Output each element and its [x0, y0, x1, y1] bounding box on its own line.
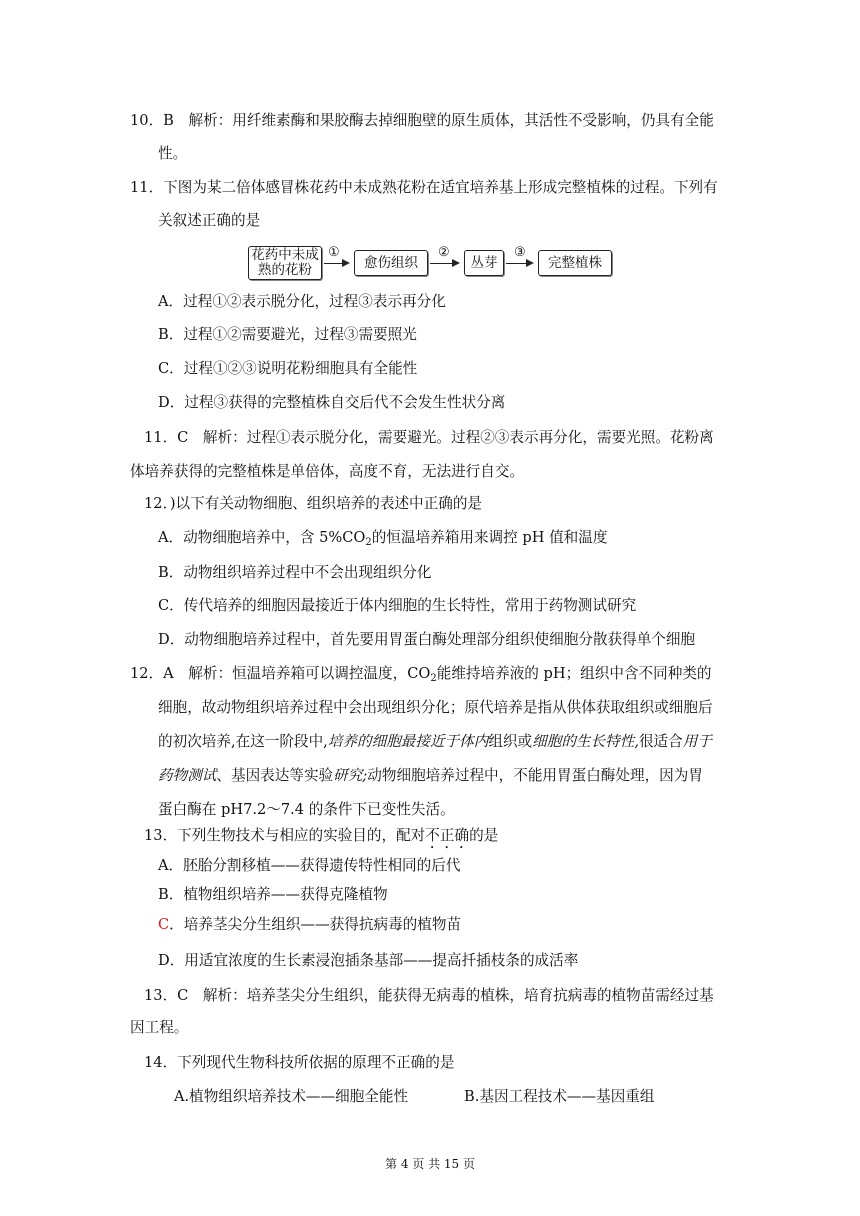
q12-answer-1-post: 能维持培养液的 pH；组织中含不同种类的	[436, 665, 712, 682]
q12-option-d: D．动物细胞培养过程中，首先要用胃蛋白酶处理部分组织使细胞分散获得单个细胞	[158, 631, 696, 648]
flow-box-1-line-2: 熟的花粉	[258, 262, 312, 278]
q11-stem-line-2: 关叙述正确的是	[158, 212, 261, 229]
q13-answer-line-1: 13．C 解析：培养茎尖分生组织，能获得无病毒的植株，培育抗病毒的植物苗需经过基	[144, 987, 714, 1004]
q12-answer-line-2: 细胞，故动物组织培养过程中会出现组织分化；原代培养是指从供体获取组织或细胞后	[158, 699, 713, 716]
q11-option-a: A．过程①②表示脱分化，过程③表示再分化	[158, 293, 446, 310]
q13-option-b: B．植物组织培养——获得克隆植物	[158, 886, 388, 903]
q12-stem: 12．)以下有关动物细胞、组织培养的表述中正确的是	[144, 495, 483, 512]
q12-answer-1-pre: 12．A 解析：恒温培养箱可以调控温度，CO	[130, 665, 431, 682]
q12-answer-line-4	[158, 766, 703, 786]
q13-stem-pre: 13．下列生物技术与相应的实验目的，配对	[144, 827, 426, 844]
q13-option-a: A．胚胎分割移植——获得遗传特性相同的后代	[158, 857, 461, 874]
flow-box-2-label: 愈伤组织	[364, 254, 418, 271]
q13-option-d: D．用适宜浓度的生长素浸泡插条基部——提高扦插枝条的成活率	[158, 952, 579, 969]
q11-option-c: C．过程①②③说明花粉细胞具有全能性	[158, 360, 418, 377]
q11-option-d: D．过程③获得的完整植株自交后代不会发生性状分离	[158, 394, 506, 411]
q10-answer-line-1: 10．B 解析：用纤维素酶和果胶酶去掉细胞壁的原生质体，其活性不受影响，仍具有全能	[130, 112, 714, 129]
q12-option-a	[158, 528, 607, 548]
q12-answer-3-f: 用于	[682, 733, 712, 750]
q12-answer-3-e: 很适合	[638, 733, 683, 750]
flow-box-immature-pollen	[248, 246, 322, 280]
q14-stem: 14．下列现代生物科技所依据的原理不正确的是	[144, 1054, 455, 1071]
q12-option-b: B．动物组织培养过程中不会出现组织分化	[158, 564, 432, 581]
flow-step-1: ①	[328, 245, 340, 260]
q14-option-b: B.基因工程技术——基因重组	[464, 1088, 655, 1105]
q11-answer-line-1: 11．C 解析：过程①表示脱分化，需要避光。过程②③表示再分化，需要光照。花粉离	[144, 429, 714, 446]
flow-arrow-1	[324, 263, 348, 264]
q12-option-a-post: 的恒温培养箱用来调控 pH 值和温度	[371, 529, 608, 546]
flow-box-3-label: 丛芽	[470, 254, 498, 271]
q12-answer-line-3	[158, 732, 712, 752]
q12-answer-4-e: 动物细胞培养过程中，不能用胃蛋白酶处理，因为胃	[367, 767, 703, 784]
q12-answer-3-a: 的初次培养,在这一阶段中,	[158, 733, 328, 750]
q12-answer-4-a: 药物测试	[158, 767, 217, 784]
q12-answer-3-d: 细胞的生长特性,	[532, 733, 639, 750]
q12-answer-4-b: 、基因表达等实验	[216, 767, 334, 784]
q12-answer-4-c: 研究	[333, 767, 363, 784]
q14-option-a: A.植物组织培养技术——细胞全能性	[174, 1088, 409, 1105]
q13-option-c	[158, 915, 461, 935]
q13-answer-line-2: 因工程。	[130, 1019, 189, 1036]
q11-stem-line-1: 11．下图为某二倍体感冒株花药中未成熟花粉在适宜培养基上形成完整植株的过程。下列有	[130, 179, 718, 196]
flow-box-4-label: 完整植株	[548, 254, 602, 271]
flow-arrow-2	[430, 263, 458, 264]
q11-flow-diagram	[248, 244, 618, 282]
flow-step-3: ③	[514, 245, 526, 260]
flow-step-2: ②	[438, 245, 450, 260]
co2-subscript: 2	[365, 537, 372, 548]
flow-arrow-3	[506, 263, 532, 264]
co2-subscript: 2	[430, 673, 437, 684]
q12-option-c: C．传代培养的细胞因最接近于体内细胞的生长特性，常用于药物测试研究	[158, 597, 637, 614]
q12-answer-3-c: 组织或	[488, 733, 533, 750]
q10-answer-line-2: 性。	[158, 145, 188, 162]
page-number: 第 4 页 共 15 页	[385, 1157, 475, 1171]
q13-stem-emphasis: 不正确	[425, 827, 470, 844]
q11-answer-line-2: 体培养获得的完整植株是单倍体，高度不育，无法进行自交。	[130, 463, 525, 480]
q13-option-c-text: ．培养茎尖分生组织——获得抗病毒的植物苗	[169, 916, 462, 933]
q12-answer-4-d: ;	[362, 767, 368, 784]
q13-option-c-letter: C	[158, 916, 170, 933]
q12-answer-3-b: 培养的细胞最接近于体内	[327, 733, 489, 750]
q13-stem-post: 的是	[469, 827, 499, 844]
flow-box-1-line-1: 花药中未成	[251, 247, 319, 263]
q13-stem	[144, 826, 498, 852]
q11-option-b: B．过程①②需要避光，过程③需要照光	[158, 326, 417, 343]
flow-box-shoots	[464, 250, 504, 276]
q12-answer-line-1	[130, 664, 712, 684]
q12-answer-line-5: 蛋白酶在 pH7.2～7.4 的条件下已变性失活。	[158, 801, 455, 818]
flow-box-whole-plant	[538, 250, 612, 276]
flow-box-callus	[354, 250, 428, 276]
q12-option-a-pre: A．动物细胞培养中，含 5%CO	[158, 529, 366, 546]
